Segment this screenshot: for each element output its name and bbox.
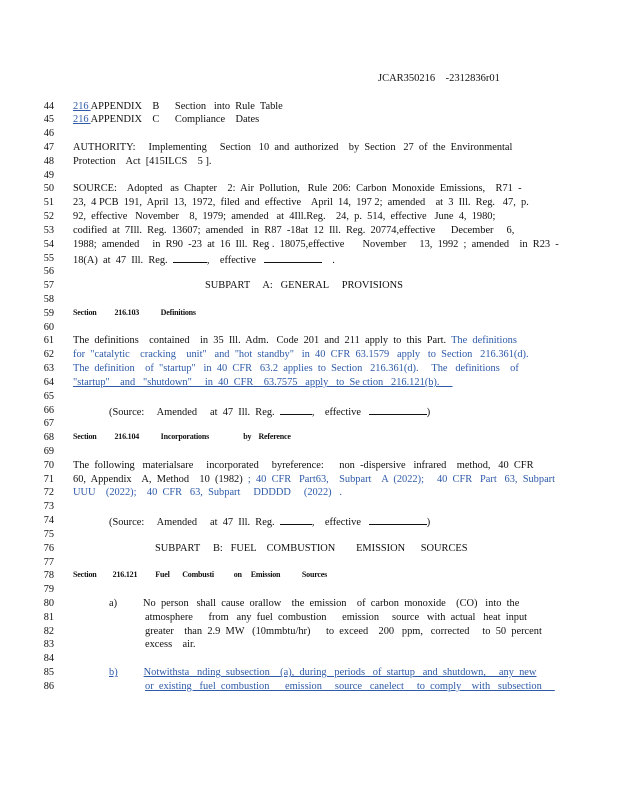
- line-text: [73, 460, 534, 471]
- line-64: [0, 377, 618, 391]
- line-number: 61: [43, 335, 54, 347]
- line-number: 62: [43, 349, 54, 361]
- fill-in-blank: [264, 253, 322, 263]
- text-segment: SUBPART B: FUEL COMBUSTION EMISSION SOURCES: [155, 542, 468, 554]
- line-68: [0, 432, 618, 446]
- text-segment: ): [426, 517, 431, 529]
- line-number: 77: [43, 556, 54, 568]
- line-69: [0, 446, 618, 460]
- line-text: [73, 308, 196, 317]
- fill-in-blank: [280, 405, 312, 415]
- line-text: [73, 142, 512, 153]
- line-text: [145, 626, 542, 637]
- line-55: [0, 253, 618, 267]
- line-number: 52: [43, 211, 54, 223]
- line-number: 60: [43, 321, 54, 333]
- line-73: [0, 501, 618, 515]
- line-61: [0, 335, 618, 349]
- line-text: [145, 639, 196, 650]
- line-number: 49: [43, 169, 54, 181]
- text-segment: SOURCE: Adopted as Chapter 2: Air Pollution, Rule 206: Carbon Monoxide Emissions, R71 -: [73, 183, 522, 195]
- amendment-text: 216: [73, 100, 91, 112]
- line-number: 81: [43, 611, 54, 623]
- amendment-text: Notwithsta nding subsection (a), during periods of startup and shutdown, any new: [143, 667, 537, 679]
- line-44: [0, 101, 618, 115]
- text-segment: ): [426, 406, 431, 418]
- amendment-text: ; 40 CFR Part63, Subpart A (2022); 40 CFR Part 63, Subpart: [247, 473, 556, 485]
- text-segment: The definitions contained in 35 Ill. Adm. Code 201 and 211 apply to this Part.: [73, 335, 452, 347]
- line-72: [0, 487, 618, 501]
- line-text: [109, 667, 536, 678]
- line-52: [0, 211, 618, 225]
- line-number: 73: [43, 501, 54, 513]
- line-number: 57: [43, 280, 54, 292]
- line-67: [0, 418, 618, 432]
- text-segment: 92, effective November 8, 1979; amended at 4Ill.Reg. 24, p. 514, effective June 4, 1980;: [73, 211, 496, 223]
- line-50: [0, 183, 618, 197]
- text-segment: .: [321, 254, 335, 266]
- line-51: [0, 197, 618, 211]
- line-number: 75: [43, 528, 54, 540]
- text-segment: a) No person shall cause orallow the emission of carbon monoxide (CO) into the: [109, 598, 520, 610]
- line-number: 63: [43, 363, 54, 375]
- line-text: [109, 405, 430, 418]
- line-82: [0, 626, 618, 640]
- line-text: [73, 225, 514, 236]
- line-text: [205, 280, 403, 291]
- line-text: [73, 101, 283, 112]
- line-65: [0, 391, 618, 405]
- line-46: [0, 128, 618, 142]
- line-74: [0, 515, 618, 529]
- line-56: [0, 266, 618, 280]
- text-segment: [118, 667, 144, 678]
- line-text: [73, 570, 327, 579]
- line-59: [0, 308, 618, 322]
- text-segment: , effective: [206, 254, 264, 266]
- line-text: [73, 114, 259, 125]
- line-45: [0, 114, 618, 128]
- amendment-text: UUU (2022); 40 CFR 63, Subpart DDDDD (2022) .: [73, 487, 342, 499]
- line-text: [73, 363, 519, 374]
- amendment-text: for "catalytic cracking unit" and "hot standby" in 40 CFR 63.1579 apply to Section 216.361(d).: [73, 349, 529, 361]
- text-segment: codified at 7Ill. Reg. 13607; amended in R87 -18at 12 Ill. Reg. 20774,effective December 6,: [73, 224, 515, 236]
- line-47: [0, 142, 618, 156]
- line-number: 44: [43, 100, 54, 112]
- line-84: [0, 653, 618, 667]
- fill-in-blank: [369, 515, 427, 525]
- line-49: [0, 170, 618, 184]
- line-text: [73, 253, 335, 266]
- text-segment: , effective: [311, 406, 369, 418]
- line-number: 68: [43, 432, 54, 444]
- line-text: [73, 335, 517, 346]
- line-78: [0, 570, 618, 584]
- line-54: [0, 239, 618, 253]
- line-number: 72: [43, 487, 54, 499]
- line-number: 70: [43, 459, 54, 471]
- text-segment: Section 216.121 Fuel Combusti on Emission Sources: [73, 570, 328, 580]
- line-number: 48: [43, 155, 54, 167]
- text-segment: 23, 4 PCB 191, April 13, 1972, filed and effective April 14, 197 2; amended at 3 Ill. Reg. 47, p.: [73, 197, 529, 209]
- text-segment: Section 216.104 Incorporations by Reference: [73, 432, 291, 442]
- line-text: [73, 183, 522, 194]
- amendment-text: 216: [73, 114, 91, 126]
- line-number: 80: [43, 598, 54, 610]
- line-text: [73, 239, 559, 250]
- line-number: 86: [43, 680, 54, 692]
- line-80: [0, 598, 618, 612]
- line-number: 47: [43, 141, 54, 153]
- line-number: 45: [43, 114, 54, 126]
- line-53: [0, 225, 618, 239]
- text-segment: APPENDIX B Section into Rule Table: [90, 100, 283, 112]
- line-text: [73, 349, 529, 360]
- line-number: 59: [43, 307, 54, 319]
- line-number: 82: [43, 625, 54, 637]
- text-segment: APPENDIX C Compliance Dates: [90, 114, 260, 126]
- line-83: [0, 639, 618, 653]
- line-text: [73, 156, 212, 167]
- line-number: 78: [43, 570, 54, 582]
- line-81: [0, 612, 618, 626]
- text-segment: 18(A) at 47 Ill. Reg.: [73, 254, 173, 266]
- line-number: 56: [43, 266, 54, 278]
- line-text: [145, 612, 527, 623]
- line-66: [0, 405, 618, 419]
- line-85: [0, 667, 618, 681]
- line-60: [0, 322, 618, 336]
- text-segment: Protection Act [415ILCS 5 ].: [73, 155, 212, 167]
- line-number: 46: [43, 128, 54, 140]
- text-segment: 60, Appendix A, Method 10 (1982): [73, 473, 248, 485]
- line-text: [73, 377, 452, 388]
- line-number: 64: [43, 376, 54, 388]
- text-segment: excess air.: [145, 639, 196, 651]
- line-number: 69: [43, 446, 54, 457]
- text-segment: AUTHORITY: Implementing Section 10 and authorized by Section 27 of the Environmental: [73, 141, 513, 153]
- line-number: 54: [43, 238, 54, 250]
- line-text: [145, 681, 555, 692]
- text-segment: (Source: Amended at 47 Ill. Reg.: [109, 517, 280, 529]
- text-segment: greater than 2.9 MW (10mmbtu/hr) to exceed 200 ppm, corrected to 50 percent: [145, 625, 542, 637]
- text-segment: Section 216.103 Definitions: [73, 307, 196, 317]
- line-number: 83: [43, 639, 54, 651]
- line-58: [0, 294, 618, 308]
- line-number: 71: [43, 473, 54, 485]
- text-segment: SUBPART A: GENERAL PROVISIONS: [205, 280, 403, 292]
- line-text: [73, 432, 291, 441]
- line-71: [0, 474, 618, 488]
- amendment-text: The definition of "startup" in 40 CFR 63.2 applies to Section 216.361(d). The definitions of: [73, 363, 519, 375]
- line-text: [155, 543, 468, 554]
- line-57: [0, 280, 618, 294]
- amendment-text: b): [109, 667, 118, 679]
- line-number: 74: [43, 515, 54, 527]
- line-number: 76: [43, 542, 54, 554]
- fill-in-blank: [173, 253, 207, 263]
- line-number: 58: [43, 293, 54, 305]
- line-number: 53: [43, 224, 54, 236]
- line-48: [0, 156, 618, 170]
- line-86: [0, 681, 618, 695]
- line-number: 67: [43, 418, 54, 430]
- line-number: 55: [43, 252, 54, 264]
- line-number: 65: [43, 390, 54, 402]
- text-segment: 1988; amended in R90 -23 at 16 Ill. Reg . 18075,effective November 13, 1992 ; amended in R23 -: [73, 238, 559, 250]
- line-76: [0, 543, 618, 557]
- line-number: 50: [43, 183, 54, 195]
- text-segment: atmosphere from any fuel combustion emission source with actual heat input: [145, 611, 528, 623]
- line-70: [0, 460, 618, 474]
- line-number: 66: [43, 404, 54, 416]
- fill-in-blank: [280, 515, 312, 525]
- line-text: [73, 211, 495, 222]
- line-number: 85: [43, 667, 54, 679]
- line-63: [0, 363, 618, 377]
- fill-in-blank: [369, 405, 427, 415]
- text-segment: , effective: [311, 517, 369, 529]
- line-text: [109, 515, 430, 528]
- line-text: [73, 197, 529, 208]
- line-text: [73, 474, 555, 485]
- line-62: [0, 349, 618, 363]
- text-segment: The following materialsare incorporated byreference: non -dispersive infrared method, 40 CFR: [73, 459, 534, 471]
- document-code: JCAR350216 -2312836r01: [378, 73, 500, 84]
- line-79: [0, 584, 618, 598]
- amendment-text: "startup" and "shutdown" in 40 CFR 63.7575 apply to Se ction 216.121(b).: [73, 376, 453, 388]
- line-number: 51: [43, 197, 54, 209]
- amendment-text: or existing fuel combustion emission source canelect to comply with subsection: [145, 680, 555, 692]
- line-75: [0, 529, 618, 543]
- line-text: [109, 598, 519, 609]
- line-77: [0, 557, 618, 571]
- amendment-text: The definitions: [451, 335, 517, 347]
- text-segment: (Source: Amended at 47 Ill. Reg.: [109, 406, 280, 418]
- line-text: [73, 487, 342, 498]
- line-number: 79: [43, 584, 54, 596]
- line-number: 84: [43, 653, 54, 665]
